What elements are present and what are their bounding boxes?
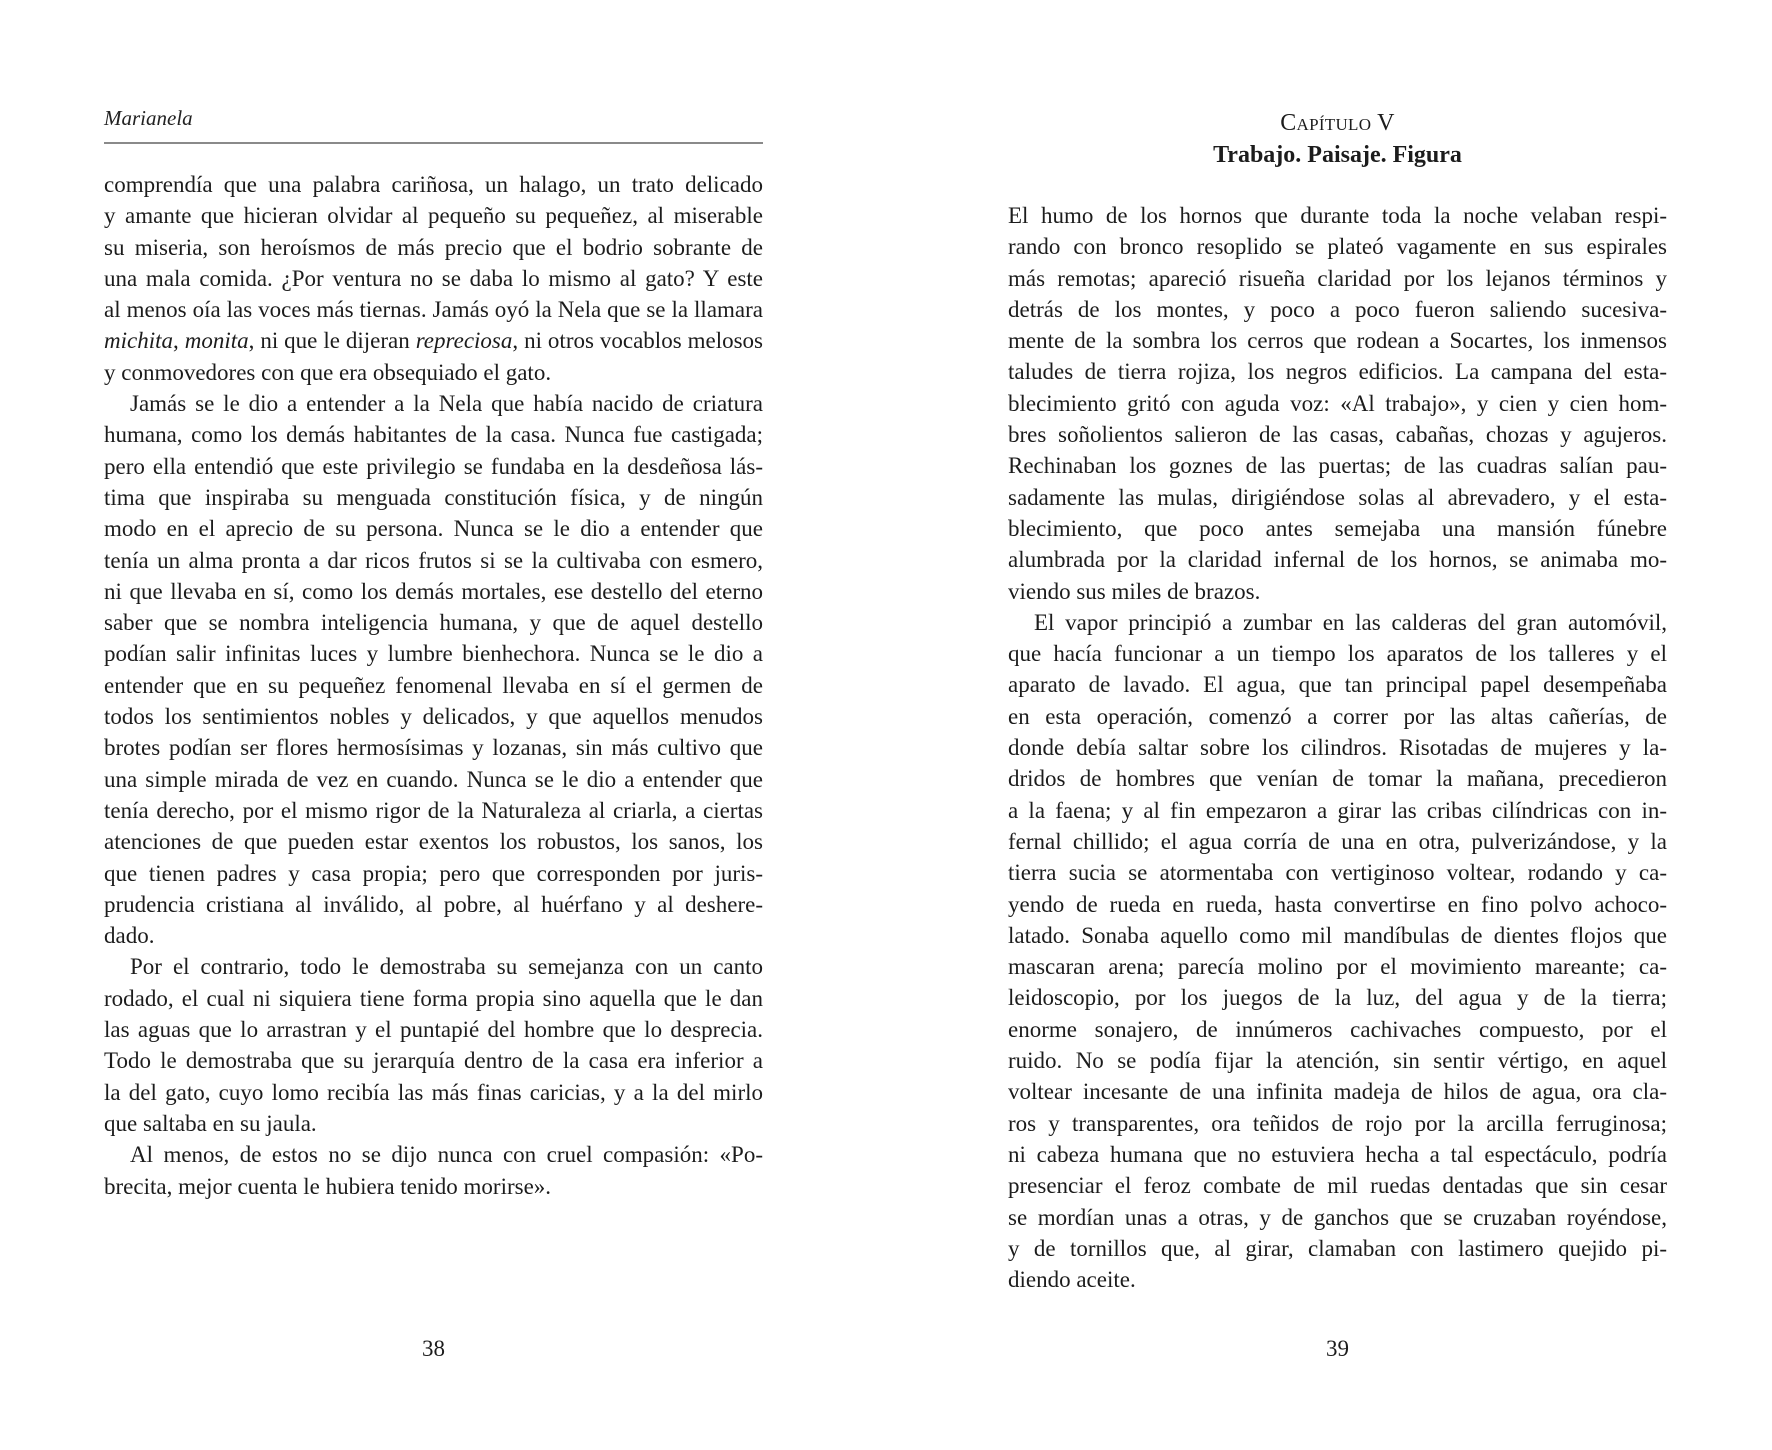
text-line: yendo de rueda en rueda, hasta convertirse en fino polvo achoco-: [1008, 891, 1667, 917]
right-page-body: [1008, 200, 1667, 1295]
text-line: Todo le demostraba que su jerarquía dentro de la casa era inferior a: [104, 1048, 763, 1074]
text-line: tierra sucia se atormentaba con vertiginoso voltear, rodando y ca-: [1008, 860, 1667, 886]
text-line: comprendía que una palabra cariñosa, un halago, un trato delicado: [104, 172, 763, 197]
page-number: 39: [1326, 1336, 1349, 1361]
text-line: dridos de hombres que venían de tomar la mañana, precedieron: [1008, 766, 1667, 792]
text-line: todos los sentimientos nobles y delicados, y que aquellos menudos: [104, 704, 763, 730]
text-line: y de tornillos que, al girar, clamaban con lastimero quejido pi-: [1008, 1235, 1667, 1261]
text-line: que saltaba en su jaula.: [104, 1110, 317, 1136]
text-line: las aguas que lo arrastran y el puntapié del hombre que lo desprecia.: [104, 1017, 763, 1043]
text-line: brotes podían ser flores hermosísimas y lozanas, sin más cultivo que: [104, 735, 763, 761]
text-line: rando con bronco resoplido se plateó vagamente en sus espirales: [1008, 234, 1667, 260]
header-rule: [104, 142, 763, 144]
text-line: más remotas; apareció risueña claridad por los lejanos términos y: [1008, 265, 1667, 291]
text-line: Por el contrario, todo le demostraba su semejanza con un canto: [130, 954, 763, 980]
text-line: tima que inspiraba su menguada constitución física, y de ningún: [104, 484, 763, 510]
text-line: mascaran arena; parecía molino por el movimiento mareante; ca-: [1008, 954, 1667, 980]
text-line: donde debía saltar sobre los cilindros. Risotadas de mujeres y la-: [1008, 735, 1667, 761]
text-line: alumbrada por la claridad infernal de los hornos, se animaba mo-: [1008, 547, 1667, 573]
chapter-number: Capítulo V: [1280, 110, 1395, 136]
paragraph: [1008, 200, 1667, 607]
text-line: prudencia cristiana al inválido, al pobre, al huérfano y al deshere-: [104, 891, 763, 917]
text-line: y conmovedores con que era obsequiado el gato.: [104, 359, 552, 385]
paragraph: [104, 951, 763, 1139]
text-line: tenía derecho, por el mismo rigor de la Naturaleza al criarla, a ciertas: [104, 797, 763, 823]
text-line: atenciones de que pueden estar exentos los robustos, los sanos, los: [104, 829, 763, 855]
text-line: viendo sus miles de brazos.: [1008, 578, 1261, 604]
text-line: brecita, mejor cuenta le hubiera tenido morirse».: [104, 1173, 552, 1199]
text-line: saber que se nombra inteligencia humana, y que de aquel destello: [104, 610, 763, 636]
text-line: ruido. No se podía fijar la atención, sin sentir vértigo, en aquel: [1008, 1048, 1667, 1074]
chapter-title: Trabajo. Paisaje. Figura: [1213, 142, 1462, 168]
text-line: michita, monita, ni que le dijeran repreciosa, ni otros vocablos melosos: [104, 328, 763, 354]
text-line: podían salir infinitas luces y lumbre bienhechora. Nunca se le dio a: [104, 641, 763, 667]
text-line: se mordían unas a otras, y de ganchos que se cruzaban royéndose,: [1008, 1204, 1667, 1230]
paragraph: [1008, 607, 1667, 1296]
text-line: una mala comida. ¿Por ventura no se daba lo mismo al gato? Y este: [104, 265, 763, 291]
text-line: blecimiento, que poco antes semejaba una mansión fúnebre: [1008, 515, 1667, 541]
left-page-body: [104, 169, 763, 1202]
left-page: [104, 0, 763, 1450]
text-line: fernal chillido; el agua corría de una en otra, pulverizándose, y la: [1008, 828, 1667, 854]
page-number: 38: [422, 1336, 445, 1361]
text-line: pero ella entendió que este privilegio se fundaba en la desdeñosa lás-: [104, 453, 763, 479]
paragraph: [104, 388, 763, 951]
running-head: Marianela: [104, 106, 193, 130]
text-line: y amante que hicieran olvidar al pequeño su pequeñez, al miserable: [104, 203, 763, 229]
text-line: sadamente las mulas, dirigiéndose solas al abrevadero, y el esta-: [1008, 484, 1667, 510]
text-line: blecimiento gritó con aguda voz: «Al trabajo», y cien y cien hom-: [1008, 390, 1667, 416]
text-line: ni cabeza humana que no estuviera hecha a tal espectáculo, podría: [1008, 1141, 1667, 1167]
text-line: presenciar el feroz combate de mil ruedas dentadas que sin cesar: [1008, 1173, 1667, 1199]
text-line: modo en el aprecio de su persona. Nunca se le dio a entender que: [104, 516, 763, 542]
text-line: El vapor principió a zumbar en las calderas del gran automóvil,: [1034, 609, 1667, 635]
text-line: ros y transparentes, ora teñidos de rojo por la arcilla ferruginosa;: [1008, 1110, 1667, 1136]
text-line: voltear incesante de una infinita madeja de hilos de agua, ora cla-: [1008, 1079, 1667, 1105]
text-line: taludes de tierra rojiza, los negros edificios. La campana del esta-: [1008, 359, 1667, 385]
text-line: detrás de los montes, y poco a poco fueron saliendo sucesiva-: [1008, 296, 1667, 322]
text-line: aparato de lavado. El agua, que tan principal papel desempeñaba: [1008, 672, 1667, 698]
text-line: al menos oía las voces más tiernas. Jamás oyó la Nela que se la llamara: [104, 297, 763, 323]
text-line: Jamás se le dio a entender a la Nela que había nacido de criatura: [130, 391, 763, 417]
text-line: latado. Sonaba aquello como mil mandíbulas de dientes flojos que: [1008, 922, 1667, 948]
right-page: [1008, 0, 1667, 1450]
text-line: dado.: [104, 923, 155, 949]
paragraph: [104, 1139, 763, 1202]
text-line: diendo aceite.: [1008, 1267, 1136, 1293]
text-line: en esta operación, comenzó a correr por las altas cañerías, de: [1008, 703, 1667, 729]
text-line: entender que en su pequeñez fenomenal llevaba en sí el germen de: [104, 672, 763, 698]
text-line: enorme sonajero, de innúmeros cachivaches compuesto, por el: [1008, 1016, 1667, 1042]
text-line: la del gato, cuyo lomo recibía las más finas caricias, y a la del mirlo: [104, 1079, 763, 1105]
text-line: que hacía funcionar a un tiempo los aparatos de los talleres y el: [1008, 641, 1667, 667]
text-line: humana, como los demás habitantes de la casa. Nunca fue castigada;: [104, 422, 763, 448]
text-line: bres soñolientos salieron de las casas, cabañas, chozas y agujeros.: [1008, 422, 1667, 448]
text-line: su miseria, son heroísmos de más precio que el bodrio sobrante de: [104, 234, 763, 260]
text-line: leidoscopio, por los juegos de la luz, del agua y de la tierra;: [1008, 985, 1667, 1011]
text-line: una simple mirada de vez en cuando. Nunca se le dio a entender que: [104, 766, 763, 792]
text-line: mente de la sombra los cerros que rodean a Socartes, los inmensos: [1008, 328, 1667, 354]
text-line: ni que llevaba en sí, como los demás mortales, ese destello del eterno: [104, 578, 763, 604]
text-line: Rechinaban los goznes de las puertas; de las cuadras salían pau-: [1008, 453, 1667, 479]
text-line: Al menos, de estos no se dijo nunca con cruel compasión: «Po-: [130, 1142, 763, 1168]
text-line: rodado, el cual ni siquiera tiene forma propia sino aquella que le dan: [104, 985, 763, 1011]
text-line: a la faena; y al fin empezaron a girar las cribas cilíndricas con in-: [1008, 797, 1667, 823]
text-line: El humo de los hornos que durante toda la noche velaban respi-: [1008, 203, 1667, 228]
paragraph: [104, 169, 763, 388]
text-line: que tienen padres y casa propia; pero que corresponden por juris-: [104, 860, 763, 886]
text-line: tenía un alma pronta a dar ricos frutos si se la cultivaba con esmero,: [104, 547, 763, 573]
